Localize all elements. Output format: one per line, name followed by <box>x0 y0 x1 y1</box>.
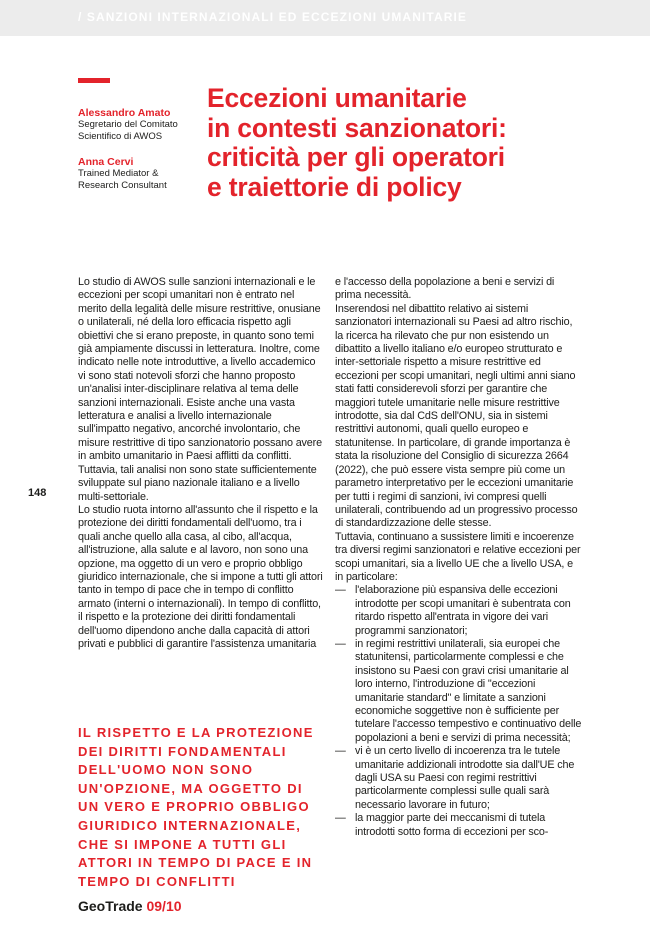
body-column-left <box>78 276 325 651</box>
issue-number: 09/10 <box>146 898 182 914</box>
author-name: Alessandro Amato <box>78 107 171 119</box>
list-item: — la maggior parte dei meccanismi di tutela introdotti sotto forma di eccezioni per sco- <box>335 812 582 839</box>
article-title <box>207 84 627 202</box>
pull-quote-line: UN'OPZIONE, MA OGGETTO DI <box>78 780 303 796</box>
pull-quote-line: GIURIDICO INTERNAZIONALE, <box>78 817 302 833</box>
author-block <box>78 107 198 143</box>
body-paragraph: Lo studio di AWOS sulle sanzioni internazionali e le eccezioni per scopi umanitari non è entrato nel merito della legalità delle misure restrittive, onusiane o unilaterali, né della loro efficacia rispetto agli obiettivi che si erano preposte, in quanto sono temi già ampiamente discussi in letteratura. Inoltre, come indicato nelle note introduttive, a livello accademico vi sono stati notevoli sforzi che hanno proposto un'analisi inter-disciplinare relativa al tema delle sanzioni internazionali. Esiste anche una vasta letteratura e analisi a livello internazionale sull'impatto negativo, ancorché involontario, che misure restrittive di tipo sanzionatorio possano avere in ambito umanitario in Paesi afflitti da conflitti. Tuttavia, tali analisi non sono state sufficientemente sviluppate sul piano nazionale italiano e a livello multi-settoriale. <box>78 276 322 503</box>
author-name: Anna Cervi <box>78 156 134 168</box>
author-role-line: Segretario del Comitato <box>78 119 178 130</box>
pull-quote-line: UN VERO E PROPRIO OBBLIGO <box>78 799 310 815</box>
author-role-line: Trained Mediator & <box>78 168 159 179</box>
article-title-line: criticità per gli operatori <box>207 142 505 172</box>
author-role-line: Scientifico di AWOS <box>78 131 163 142</box>
pull-quote-line: DEI DIRITTI FONDAMENTALI <box>78 743 287 759</box>
pull-quote <box>78 724 323 891</box>
body-column-right <box>335 276 582 839</box>
pull-quote-line: ATTORI IN TEMPO DI PACE E IN <box>78 855 313 871</box>
magazine-brand: GeoTrade <box>78 898 143 914</box>
article-title-line: in contesti sanzionatori: <box>207 112 507 143</box>
article-title-line: e traiettorie di policy <box>207 171 462 202</box>
pull-quote-line: DELL'UOMO NON SONO <box>78 762 254 778</box>
author-role-line: Research Consultant <box>78 180 167 191</box>
body-paragraph: Tuttavia, continuano a sussistere limiti e incoerenze tra diversi regimi sanzionatori e relative eccezioni per scopi umanitari, sia a livello UE che a livello USA, e in particolare: <box>335 530 581 583</box>
list-item: — vi è un certo livello di incoerenza tra le tutele umanitarie addizionali introdotte sia dall'UE che dagli USA su Paesi con regimi restrittivi particolarmente complessi sulle quali sarà necessario lavorare in futuro; <box>335 745 582 812</box>
list-item: — l'elaborazione più espansiva delle eccezioni introdotte per scopi umanitari è subentrata con ritardo rispetto all'entrata in vigore dei vari programmi sanzionatori; <box>335 584 582 638</box>
body-paragraph: e l'accesso della popolazione a beni e servizi di prima necessità. <box>335 276 555 302</box>
body-paragraph: Lo studio ruota intorno all'assunto che il rispetto e la protezione dei diritti fondamentali dell'uomo, tra i quali anche quello alla casa, al cibo, all'acqua, all'istruzione, alla salute e al lavoro, non sono una opzione, ma oggetto di un vero e proprio obbligo giuridico internazionale, che si impone a tutti gli attori tanto in tempo di pace che in tempo di conflitto armato (interni o internazionali). In tempo di conflitto, il rispetto e la protezione dei diritti fondamentali dell'uomo dipendono anche dalla capacità di attori privati e pubblici di garantire l'assistenza umanitaria <box>78 503 323 650</box>
pull-quote-line: TEMPO DI CONFLITTI <box>78 873 236 889</box>
section-title: / SANZIONI INTERNAZIONALI ED ECCEZIONI UMANITARIE <box>78 10 468 24</box>
list-item: — in regimi restrittivi unilaterali, sia europei che statunitensi, particolarmente complessi e che insistono su Paesi con gravi crisi umanitarie al loro interno, l'introduzione di "eccezioni umanitarie standard" e limitate a sanzioni economiche soggettive non è sufficiente per tutelare l'accesso tempestivo e continuativo delle popolazioni a beni e servizi di prima necessità; <box>335 638 582 745</box>
body-paragraph: Inserendosi nel dibattito relativo ai sistemi sanzionatori internazionali su Paesi ad altro rischio, la ricerca ha rilevato che pur non esistendo un dibattito a livello italiano e/o europeo strutturato e inter-settoriale rispetto a misure restrittive ed eccezioni per scopi umanitari, negli ultimi anni siano stati fatti considerevoli sforzi per garantire che maggiori tutele umanitarie nelle misure restrittive introdotte, sia dal CdS dell'ONU, sia in sistemi restrittivi autonomi, quali quello europeo e statunitense. In particolare, di grande importanza è stata la risoluzione del Consiglio di sicurezza 2664 (2022), che può essere vista sempre più come un parametro interpretativo per le eccezioni umanitarie per tutti i regimi di sanzioni, ivi compresi quelli unilaterali, contribuendo ad un progressivo processo di standardizzazione delle stesse. <box>335 302 578 530</box>
page-number: 148 <box>28 487 47 499</box>
section-header-band <box>0 0 650 36</box>
issues-list <box>335 584 582 839</box>
article-title-line: Eccezioni umanitarie <box>207 83 467 113</box>
pull-quote-line: CHE SI IMPONE A TUTTI GLI <box>78 836 287 852</box>
accent-rule <box>78 78 110 83</box>
pull-quote-line: IL RISPETTO E LA PROTEZIONE <box>78 725 314 740</box>
magazine-footer <box>78 898 182 914</box>
author-block <box>78 156 198 192</box>
